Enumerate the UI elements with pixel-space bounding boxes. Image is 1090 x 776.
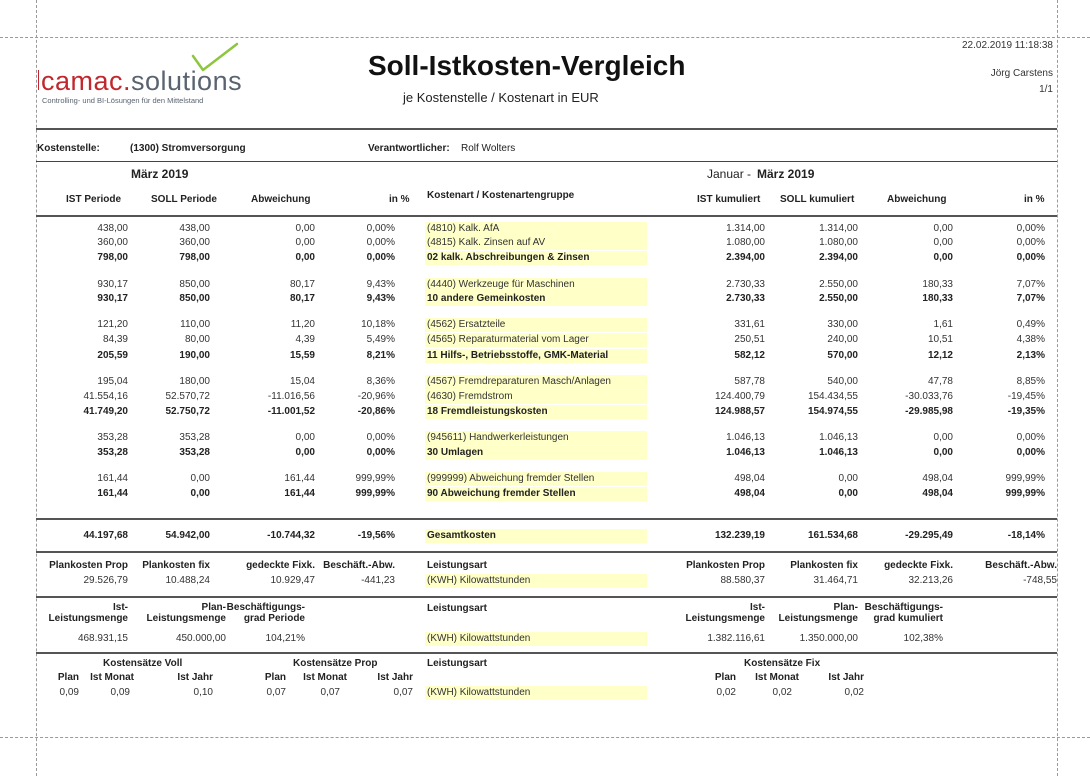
cell-soll: 0,00 [190,488,210,499]
prop-ist-jahr-value: 0,07 [393,687,413,698]
cell-abw-kum: 180,33 [922,293,953,304]
cell-abw-kum: -30.033,76 [905,391,953,402]
header-line: Plan- [833,602,858,613]
cell-pct-kum: 0,00% [1016,447,1045,458]
cell-abw-kum: -29.985,98 [905,406,953,417]
cell-soll: 850,00 [179,293,210,304]
plan-leistungsmenge-header-kum [779,602,858,624]
prop-ist-monat-header: Ist Monat [303,672,347,683]
gedeckte-fixk-value: 10.929,47 [270,575,315,586]
header-line: Beschäftigungs- [226,602,305,613]
period-right-title: März 2019 [757,167,815,181]
cell-pct: 10,18% [361,319,395,330]
cell-soll-kum: 1.314,00 [819,223,858,234]
total-pct-kum: -18,14% [1007,530,1045,541]
cell-kostenart: 30 Umlagen [425,446,647,460]
cell-ist-kum: 1.314,00 [726,223,765,234]
header-line: Plan- [201,602,226,613]
group-total-row [0,292,1090,306]
plankosten-fix-header-kum: Plankosten fix [790,560,858,571]
prop-plan-header: Plan [264,672,286,683]
total-soll: 54.942,00 [165,530,210,541]
cell-abw: 80,17 [289,293,315,304]
group-total-row [0,349,1090,363]
cell-kostenart: (4815) Kalk. Zinsen auf AV [425,236,647,250]
beschaeftigungsgrad-kum-header [865,602,943,624]
header-line: grad kumuliert [873,613,943,624]
plankosten-fix-header: Plankosten fix [142,560,210,571]
cell-ist-kum: 2.730,33 [726,279,765,290]
cell-abw-kum: 0,00 [933,237,953,248]
total-ist: 44.197,68 [83,530,128,541]
beschaeftigungsgrad-periode-value: 104,21% [265,633,305,644]
ist-leistungsmenge-header-kum [686,602,765,624]
prop-ist-monat-value: 0,07 [320,687,340,698]
table-row [0,472,1090,486]
gedeckte-fixk-header: gedeckte Fixk. [246,560,315,571]
header-line: Leistungsmenge [685,613,765,624]
cell-abw-kum: 0,00 [933,252,953,263]
page-margin-guide-top [0,37,1090,38]
divider [36,215,1057,217]
cell-soll-kum: 154.434,55 [807,391,858,402]
cell-abw: 161,44 [284,488,315,499]
cell-ist: 121,20 [97,319,128,330]
cell-pct: 5,49% [366,334,395,345]
total-row [0,529,1090,543]
page-number: 1/1 [1039,84,1053,95]
cell-kostenart: (4440) Werkzeuge für Maschinen [425,278,647,292]
cell-abw-kum: 10,51 [927,334,953,345]
kostensaetze-voll-title: Kostensätze Voll [103,658,183,669]
cell-soll-kum: 0,00 [838,488,858,499]
plan-leistungsmenge-header [147,602,226,624]
col-soll-periode: SOLL Periode [151,194,217,205]
col-ist-periode: IST Periode [66,194,122,205]
cell-pct: 0,00% [366,237,395,248]
table-row [0,236,1090,250]
cell-pct-kum: 4,38% [1016,334,1045,345]
total-label: Gesamtkosten [425,529,647,543]
group-total-row [0,405,1090,419]
plankosten-header-row [0,559,1090,573]
page-margin-guide-bottom [0,737,1090,738]
cell-soll: 850,00 [179,279,210,290]
cell-soll: 360,00 [179,237,210,248]
kostensaetze-value-row [0,686,1090,700]
report-user: Jörg Carstens [990,68,1053,79]
logo-wordmark-grey: solutions [131,66,243,96]
cell-abw-kum: 0,00 [933,432,953,443]
cell-kostenart: (945611) Handwerkerleistungen [425,431,647,445]
cell-ist-kum: 331,61 [734,319,765,330]
cell-ist-kum: 2.394,00 [726,252,765,263]
voll-ist-jahr-header: Ist Jahr [177,672,213,683]
cell-ist: 41.749,20 [83,406,128,417]
cell-soll: 438,00 [179,223,210,234]
gedeckte-fixk-header-kum: gedeckte Fixk. [884,560,953,571]
kostensaetze-fix-title: Kostensätze Fix [744,658,821,669]
cell-pct: 0,00% [366,432,395,443]
total-ist-kum: 132.239,19 [714,530,765,541]
cell-ist-kum: 498,04 [734,488,765,499]
cell-kostenart: 90 Abweichung fremder Stellen [425,487,647,501]
cell-soll: 180,00 [179,376,210,387]
cell-ist-kum: 124.988,57 [714,406,765,417]
header-line: Leistungsmenge [778,613,858,624]
cell-soll-kum: 1.046,13 [819,432,858,443]
cell-pct-kum: 0,00% [1016,432,1045,443]
leistungsmenge-value-row [0,632,1090,646]
cell-soll-kum: 1.080,00 [819,237,858,248]
cell-abw: -11.001,52 [267,406,315,417]
beschaeft-abw-value-kum: -748,55 [1023,575,1057,586]
cell-ist-kum: 250,51 [734,334,765,345]
cell-soll: 52.750,72 [165,406,210,417]
cell-kostenart: (4565) Reparaturmaterial vom Lager [425,333,647,347]
cell-pct: 8,21% [366,350,395,361]
cell-pct: 9,43% [366,293,395,304]
cell-pct: 999,99% [355,473,395,484]
cell-soll: 353,28 [179,432,210,443]
cell-abw-kum: 498,04 [922,488,953,499]
cell-soll-kum: 1.046,13 [819,447,858,458]
cell-ist: 930,17 [97,279,128,290]
beschaeft-abw-header-kum: Beschäft.-Abw. [985,560,1057,571]
total-abw-kum: -29.295,49 [905,530,953,541]
fix-ist-monat-value: 0,02 [772,687,792,698]
cell-ist: 205,59 [97,350,128,361]
cell-soll-kum: 0,00 [838,473,858,484]
cell-ist: 161,44 [97,473,128,484]
cell-ist: 360,00 [97,237,128,248]
ist-leistungsmenge-header [49,602,128,624]
prop-plan-value: 0,07 [266,687,286,698]
cell-kostenart: (4567) Fremdreparaturen Masch/Anlagen [425,375,647,389]
cell-ist-kum: 498,04 [734,473,765,484]
cell-abw-kum: 47,78 [927,376,953,387]
company-logo [36,40,258,110]
cell-pct-kum: 999,99% [1005,473,1045,484]
table-row [0,431,1090,445]
fix-plan-header: Plan [714,672,736,683]
col-soll-kumuliert: SOLL kumuliert [780,194,855,205]
plankosten-prop-value: 29.526,79 [83,575,128,586]
voll-ist-jahr-value: 0,10 [193,687,213,698]
group-total-row [0,251,1090,265]
ist-leistungsmenge-value: 468.931,15 [77,633,128,644]
table-row [0,390,1090,404]
cell-ist-kum: 1.046,13 [726,447,765,458]
beschaeftigungsgrad-kum-value: 102,38% [903,633,943,644]
header-line: Ist- [113,602,128,613]
gedeckte-fixk-value-kum: 32.213,26 [908,575,953,586]
cell-pct-kum: 7,07% [1016,293,1045,304]
cell-pct-kum: -19,35% [1007,406,1045,417]
voll-ist-monat-header: Ist Monat [90,672,134,683]
cell-ist: 353,28 [97,432,128,443]
cell-pct-kum: 2,13% [1016,350,1045,361]
fix-plan-value: 0,02 [716,687,736,698]
total-abw: -10.744,32 [267,530,315,541]
cell-pct-kum: -19,45% [1007,391,1045,402]
cell-soll: 52.570,72 [165,391,210,402]
cell-abw: 15,59 [289,350,315,361]
cell-pct-kum: 0,00% [1016,237,1045,248]
col-in-pct-kum: in % [1024,194,1045,205]
divider [36,128,1057,130]
voll-plan-header: Plan [57,672,79,683]
header-line: grad Periode [243,613,305,624]
cell-ist-kum: 582,12 [734,350,765,361]
plankosten-prop-value-kum: 88.580,37 [720,575,765,586]
cell-soll-kum: 2.550,00 [819,293,858,304]
cell-soll: 798,00 [179,252,210,263]
table-row [0,222,1090,236]
cell-ist-kum: 1.080,00 [726,237,765,248]
cell-abw-kum: 180,33 [922,279,953,290]
table-row [0,333,1090,347]
cell-abw: 161,44 [284,473,315,484]
cell-abw: 0,00 [295,223,315,234]
leistungsart-header: Leistungsart [427,560,488,571]
divider [36,551,1057,553]
cell-abw: 15,04 [289,376,315,387]
leistungsart-value: (KWH) Kilowattstunden [425,686,647,700]
cell-pct-kum: 0,49% [1016,319,1045,330]
cell-ist-kum: 1.046,13 [726,432,765,443]
cell-pct: -20,96% [357,391,395,402]
cell-kostenart: (4562) Ersatzteile [425,318,647,332]
cell-pct: 0,00% [366,447,395,458]
divider [36,652,1057,654]
cell-ist: 798,00 [97,252,128,263]
kostensaetze-subheader-row [0,671,1090,685]
cell-soll-kum: 2.394,00 [819,252,858,263]
cell-soll-kum: 2.550,00 [819,279,858,290]
divider [36,518,1057,520]
header-line: Ist- [750,602,765,613]
cell-abw: 0,00 [295,237,315,248]
cell-ist: 930,17 [97,293,128,304]
cell-kostenart: (4630) Fremdstrom [425,390,647,404]
ist-leistungsmenge-value-kum: 1.382.116,61 [707,633,765,644]
logo-wordmark-red: camac. [41,66,132,96]
leistungsart-value: (KWH) Kilowattstunden [425,574,647,588]
report-subtitle: je Kostenstelle / Kostenart in EUR [403,90,599,105]
voll-plan-value: 0,09 [59,687,79,698]
kostenstelle-label: Kostenstelle: [37,143,100,154]
cell-pct-kum: 8,85% [1016,376,1045,387]
cell-abw: 0,00 [295,432,315,443]
leistungsart-value: (KWH) Kilowattstunden [425,632,647,646]
divider [36,161,1057,162]
cell-soll: 110,00 [180,319,210,330]
cell-abw-kum: 498,04 [922,473,953,484]
cell-kostenart: 10 andere Gemeinkosten [425,292,647,306]
group-total-row [0,446,1090,460]
cell-pct: 999,99% [355,488,395,499]
plankosten-prop-header-kum: Plankosten Prop [686,560,765,571]
cell-pct: -20,86% [357,406,395,417]
cell-ist-kum: 587,78 [734,376,765,387]
period-right-prefix: Januar - [707,167,752,181]
cell-pct-kum: 0,00% [1016,223,1045,234]
total-pct: -19,56% [357,530,395,541]
fix-ist-jahr-header: Ist Jahr [828,672,864,683]
cell-abw-kum: 0,00 [933,447,953,458]
cell-soll: 80,00 [184,334,210,345]
cell-ist: 84,39 [102,334,128,345]
cell-kostenart: 11 Hilfs-, Betriebsstoffe, GMK-Material [425,349,647,363]
kostenstelle-value: (1300) Stromversorgung [130,143,246,154]
header-line: Leistungsmenge [146,613,226,624]
beschaeft-abw-header: Beschäft.-Abw. [323,560,395,571]
plankosten-fix-value-kum: 31.464,71 [813,575,858,586]
col-abweichung: Abweichung [251,194,311,205]
cell-soll-kum: 330,00 [827,319,858,330]
cell-soll-kum: 154.974,55 [807,406,858,417]
cell-abw-kum: 12,12 [927,350,953,361]
cell-pct: 0,00% [366,223,395,234]
cell-abw-kum: 1,61 [933,319,953,330]
cell-abw: 0,00 [295,252,315,263]
header-line: Leistungsmenge [48,613,128,624]
report-title: Soll-Istkosten-Vergleich [368,50,686,81]
cell-kostenart: (999999) Abweichung fremder Stellen [425,472,647,486]
divider [36,596,1057,598]
cell-kostenart: (4810) Kalk. AfA [425,222,647,236]
table-row [0,318,1090,332]
logo-tagline: Controlling- und BI-Lösungen für den Mittelstand [42,96,204,105]
cell-pct-kum: 7,07% [1016,279,1045,290]
table-row [0,278,1090,292]
logo-wordmark [41,66,242,97]
plankosten-prop-header: Plankosten Prop [49,560,128,571]
verantwortlicher-label: Verantwortlicher: [368,143,450,154]
cell-ist: 353,28 [97,447,128,458]
beschaeft-abw-value: -441,23 [361,575,395,586]
col-abweichung-kum: Abweichung [887,194,947,205]
table-row [0,375,1090,389]
cell-abw: 0,00 [295,447,315,458]
cell-soll-kum: 540,00 [827,376,858,387]
cell-pct: 9,43% [366,279,395,290]
cell-soll-kum: 570,00 [827,350,858,361]
kostensaetze-prop-title: Kostensätze Prop [293,658,378,669]
col-kostenart: Kostenart / Kostenartengruppe [427,190,575,201]
cell-soll: 0,00 [190,473,210,484]
fix-ist-jahr-value: 0,02 [844,687,864,698]
group-total-row [0,487,1090,501]
leistungsart-header: Leistungsart [427,603,488,614]
cell-ist: 438,00 [97,223,128,234]
cell-pct-kum: 999,99% [1005,488,1045,499]
cell-pct-kum: 0,00% [1016,252,1045,263]
cell-soll: 353,28 [179,447,210,458]
cell-ist: 161,44 [97,488,128,499]
cell-abw: -11.016,56 [267,391,315,402]
plan-leistungsmenge-value: 450.000,00 [175,633,226,644]
col-in-pct: in % [389,194,410,205]
cell-kostenart: 18 Fremdleistungskosten [425,405,647,419]
plan-leistungsmenge-value-kum: 1.350.000,00 [799,633,858,644]
cell-abw: 80,17 [289,279,315,290]
cell-soll-kum: 240,00 [827,334,858,345]
plankosten-fix-value: 10.488,24 [165,575,210,586]
cell-ist: 41.554,16 [83,391,128,402]
leistungsart-header: Leistungsart [427,658,488,669]
logo-bar [38,70,39,90]
col-ist-kumuliert: IST kumuliert [697,194,761,205]
cell-ist-kum: 124.400,79 [714,391,765,402]
cell-abw-kum: 0,00 [933,223,953,234]
cell-ist: 195,04 [97,376,128,387]
cell-pct: 8,36% [366,376,395,387]
cell-pct: 0,00% [366,252,395,263]
voll-ist-monat-value: 0,09 [110,687,130,698]
cell-abw: 4,39 [295,334,315,345]
cell-ist-kum: 2.730,33 [726,293,765,304]
cell-soll: 190,00 [179,350,210,361]
total-soll-kum: 161.534,68 [807,530,858,541]
fix-ist-monat-header: Ist Monat [755,672,799,683]
cell-abw: 11,20 [290,319,315,330]
prop-ist-jahr-header: Ist Jahr [377,672,413,683]
beschaeftigungsgrad-periode-header [227,602,305,624]
plankosten-value-row [0,574,1090,588]
report-timestamp: 22.02.2019 11:18:38 [961,40,1053,51]
cell-kostenart: 02 kalk. Abschreibungen & Zinsen [425,251,647,265]
verantwortlicher-value: Rolf Wolters [461,143,516,154]
period-left-title: März 2019 [131,167,189,181]
header-line: Beschäftigungs- [864,602,943,613]
